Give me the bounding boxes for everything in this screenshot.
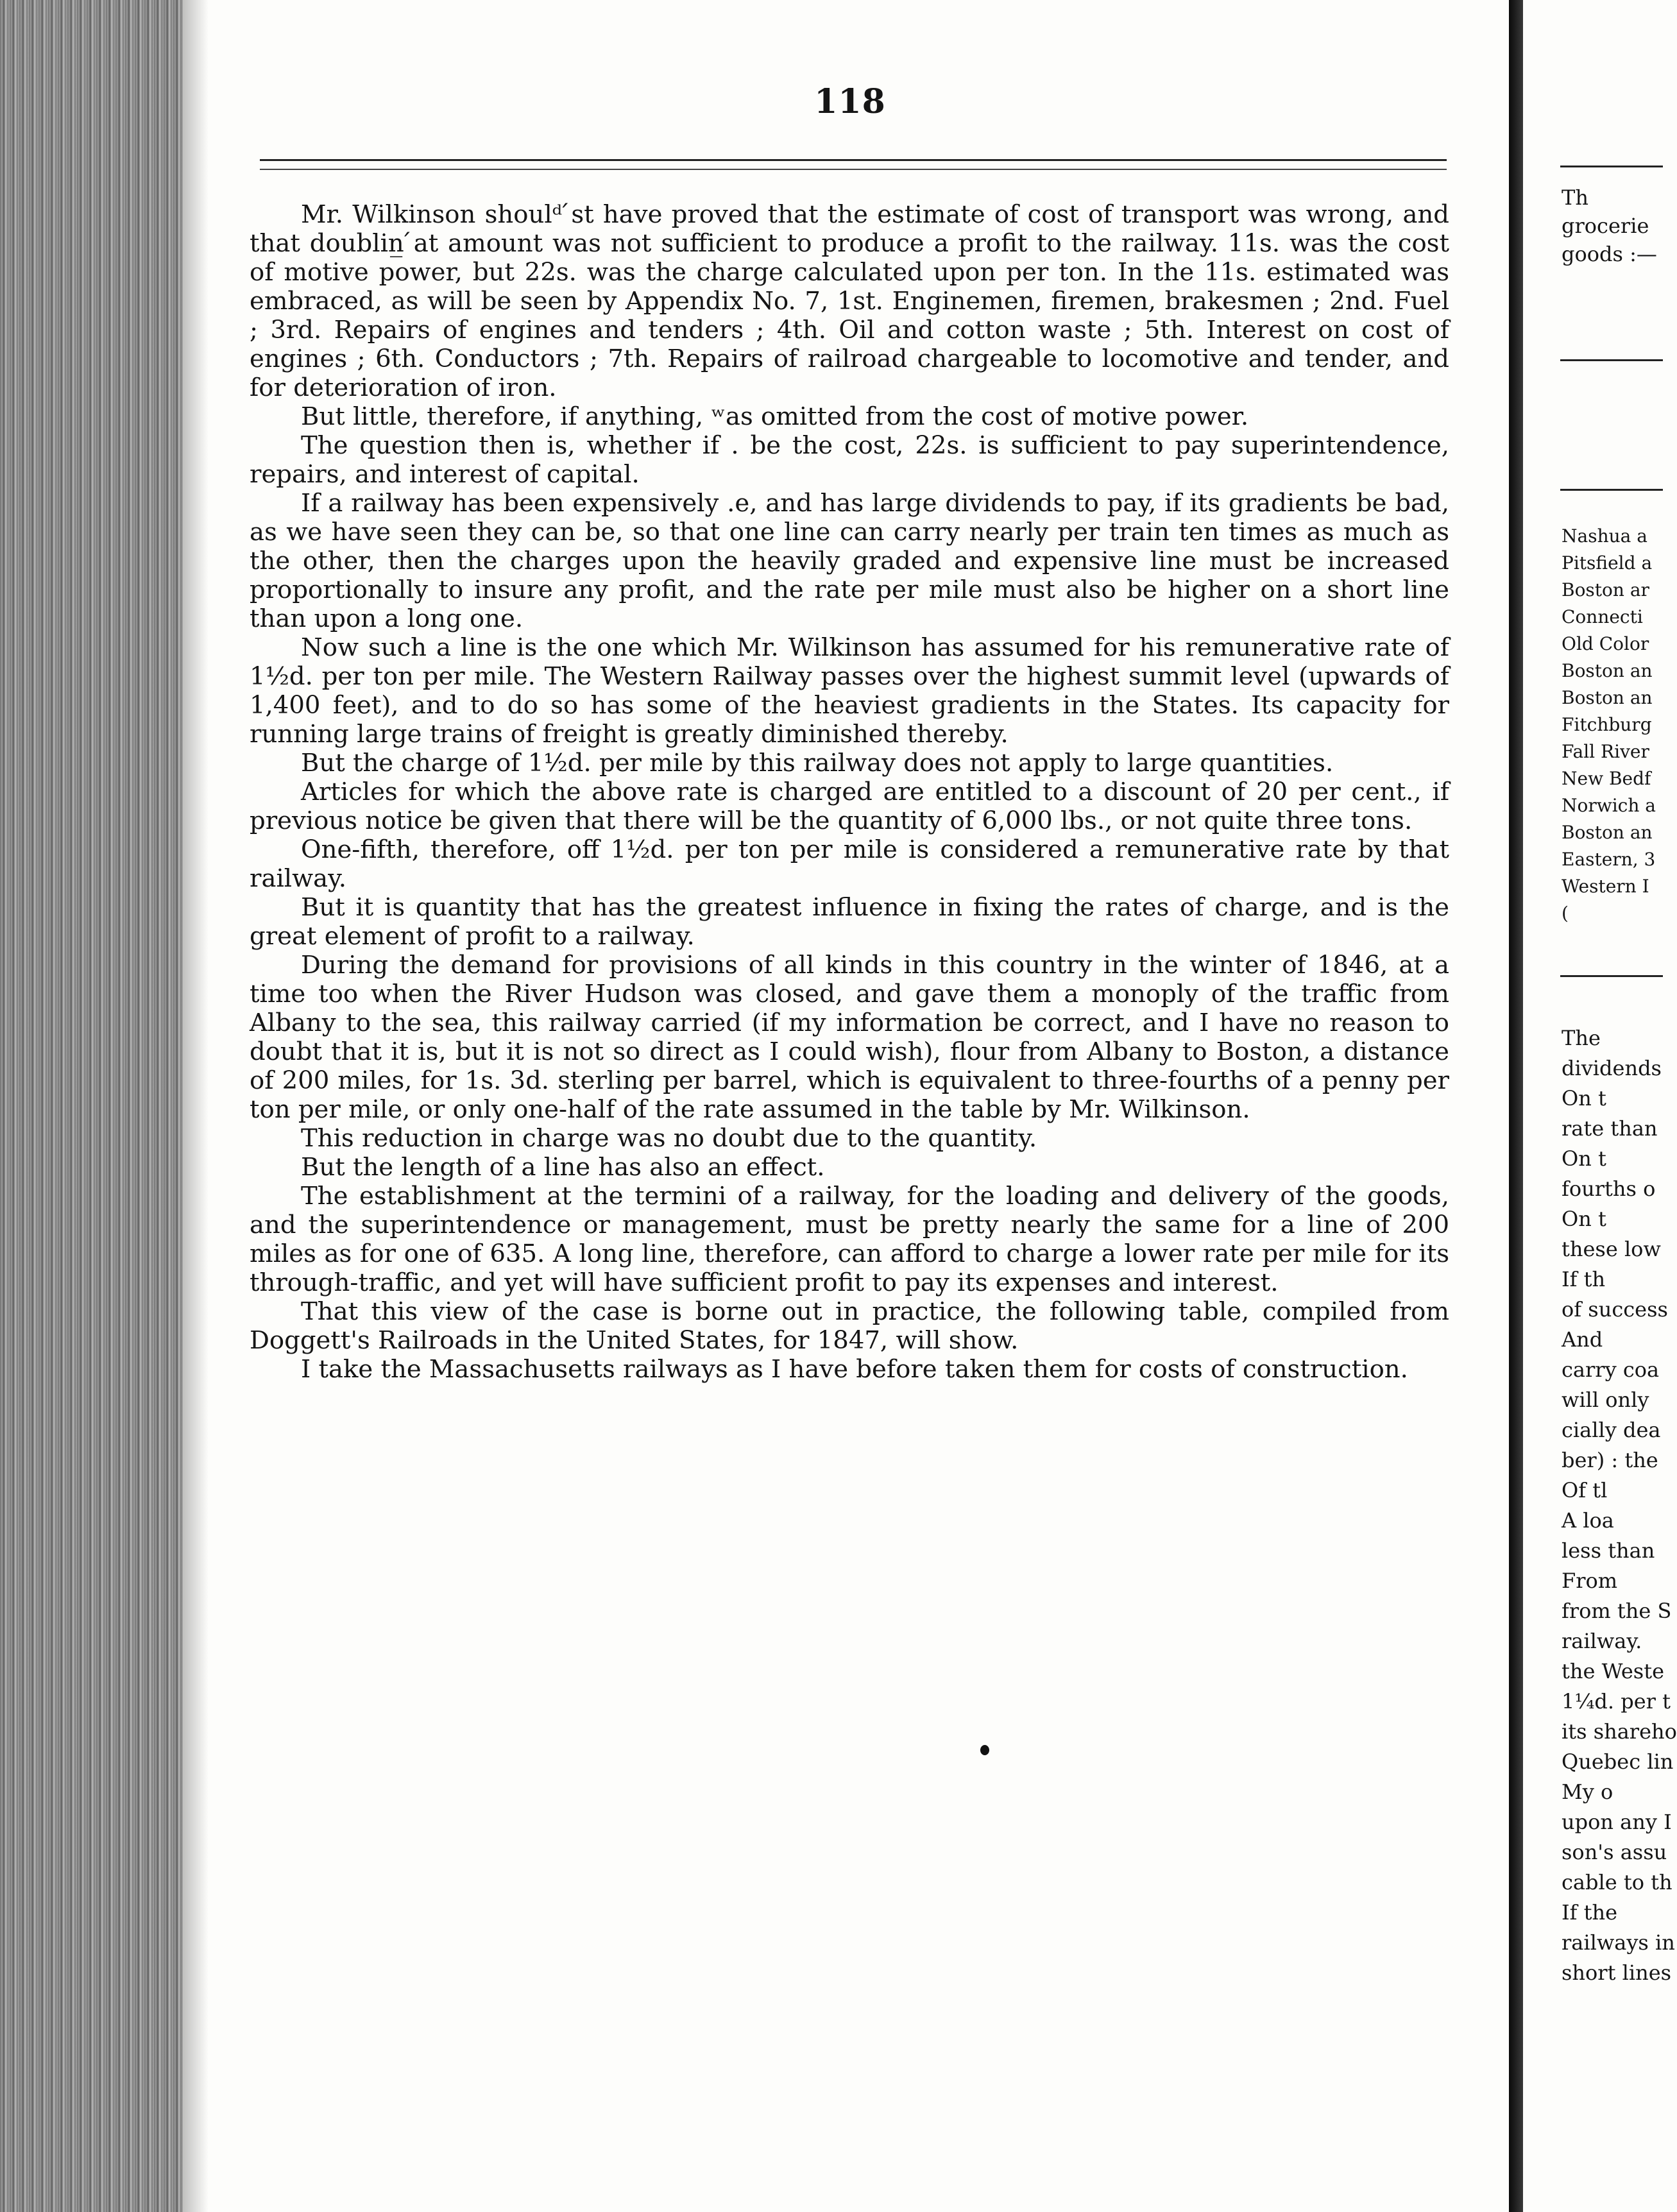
body-text — [250, 200, 1449, 1384]
left-page — [241, 0, 1460, 2212]
right-line: New Bedf — [1562, 768, 1651, 789]
ink-spot — [980, 1745, 989, 1755]
right-line: goods :— — [1562, 242, 1657, 266]
right-line: Fall River — [1562, 741, 1649, 762]
right-line: 1¼d. per t — [1562, 1689, 1671, 1714]
right-line: Eastern, 3 — [1562, 849, 1656, 870]
right-line: son's assu — [1562, 1840, 1667, 1864]
paragraph: Now such a line is the one which Mr. Wilkinson has assumed for his remunerative rate of 1½d. per ton per mile. The Western Railway passes over the highest summit level (upwards of 1,400 feet), and to do so has some of the heaviest gradients in the States. Its capacity for running large trains of freight is greatly diminished thereby. — [250, 633, 1449, 749]
right-line: railways in — [1562, 1930, 1675, 1955]
right-line: Pitsfield a — [1562, 552, 1653, 574]
right-line: A loa — [1562, 1508, 1614, 1533]
paragraph: But it is quantity that has the greatest influence in fixing the rates of charge, and is the great element of profit to a railway. — [250, 893, 1449, 951]
right-line: of success — [1562, 1297, 1668, 1322]
right-line: On t — [1562, 1207, 1606, 1231]
page-fold — [1509, 0, 1523, 2212]
right-line: these low — [1562, 1237, 1661, 1261]
paragraph: Mr. Wilkinson shoulᵈ ́st have proved that the estimate of cost of transport was wrong, and that doublin̲ ́at amount was not sufficient to produce a profit to the railway. 11s. was the cost of motive power, but 22s. was the charge calculated upon per ton. In the 11s. estimated was embraced, as will be seen by Appendix No. 7, 1st. Enginemen, firemen, brakesmen ; 2nd. Fuel ; 3rd. Repairs of engines and tenders ; 4th. Oil and cotton waste ; 5th. Interest on cost of engines ; 6th. Conductors ; 7th. Repairs of railroad chargeable to locomotive and tender, and for deterioration of iron. — [250, 200, 1449, 402]
right-line: cially dea — [1562, 1418, 1661, 1442]
right-line: From — [1562, 1569, 1618, 1593]
right-line: the Weste — [1562, 1659, 1665, 1683]
right-line: Of tl — [1562, 1478, 1608, 1502]
right-line: fourths o — [1562, 1177, 1656, 1201]
header-rule — [260, 159, 1447, 170]
right-line: its shareho — [1562, 1719, 1677, 1744]
right-line: will only — [1562, 1388, 1649, 1412]
right-line: dividends — [1562, 1056, 1662, 1080]
right-line: On t — [1562, 1146, 1606, 1171]
right-line: My o — [1562, 1780, 1613, 1804]
paragraph: I take the Massachusetts railways as I have before taken them for costs of construction. — [301, 1355, 1408, 1384]
right-line: carry coa — [1562, 1357, 1660, 1382]
right-line: less than — [1562, 1538, 1655, 1563]
right-line: Boston an — [1562, 687, 1653, 708]
right-line: Quebec lin — [1562, 1749, 1674, 1774]
right-line: Fitchburg — [1562, 714, 1652, 735]
right-line: Boston ar — [1562, 579, 1649, 600]
page-number: 118 — [814, 82, 886, 121]
right-line: And — [1562, 1327, 1603, 1352]
right-line: ber) : the — [1562, 1448, 1658, 1472]
paragraph: One-fifth, therefore, off 1½d. per ton per mile is considered a remunerative rate by that railway. — [250, 835, 1449, 893]
right-line: Boston an — [1562, 822, 1653, 843]
right-line: Boston an — [1562, 660, 1653, 681]
header-rule — [1560, 166, 1663, 167]
paragraph: But little, therefore, if anything, ʷas omitted from the cost of motive power. — [301, 402, 1249, 431]
right-line: ( — [1562, 903, 1569, 924]
right-line: Old Color — [1562, 633, 1649, 654]
paragraph: Articles for which the above rate is charged are entitled to a discount of 20 per cent., if previous notice be given that there will be the quantity of 6,000 lbs., or not quite three tons. — [250, 778, 1449, 835]
right-line: If th — [1562, 1267, 1606, 1291]
paragraph: The establishment at the termini of a railway, for the loading and delivery of the goods, and the superintendence or management, must be pretty nearly the same for a line of 200 miles as for one of 635. A long line, therefore, can afford to charge a lower rate per mile for its through-traffic, and yet will have sufficient profit to pay its expenses and interest. — [250, 1182, 1449, 1297]
right-line: short lines — [1562, 1961, 1672, 1985]
right-line: cable to th — [1562, 1870, 1673, 1894]
right-line: Th — [1562, 185, 1588, 210]
paragraph: But the charge of 1½d. per mile by this railway does not apply to large quantities. — [301, 749, 1334, 778]
right-line: railway. — [1562, 1629, 1642, 1653]
table-top-rule — [1560, 359, 1663, 361]
right-line: grocerie — [1562, 214, 1649, 238]
paragraph: But the length of a line has also an effect. — [301, 1153, 825, 1182]
table-header-rule — [1560, 489, 1663, 491]
paragraph: During the demand for provisions of all kinds in this country in the winter of 1846, at a time too when the River Hudson was closed, and gave them a monoply of the traffic from Albany to the sea, this railway carried (if my information be correct, and I have no reason to doubt that it is, but it is not so direct as I could wish), flour from Albany to Boston, a distance of 200 miles, for 1s. 3d. sterling per barrel, which is equivalent to three-fourths of a penny per ton per mile, or only one-half of the rate assumed in the table by Mr. Wilkinson. — [250, 951, 1449, 1124]
right-line: Nashua a — [1562, 525, 1647, 547]
right-page-fragment — [1528, 0, 1677, 2212]
paragraph: If a railway has been expensively .e, and has large dividends to pay, if its gradients be bad, as we have seen they can be, so that one line can carry nearly per train ten times as much as the other, then the charges upon the heavily graded and expensive line must be increased proportionally to insure any profit, and the rate per mile must also be higher on a short line than upon a long one. — [250, 489, 1449, 633]
paragraph: That this view of the case is borne out in practice, the following table, compiled from Doggett's Railroads in the United States, for 1847, will show. — [250, 1297, 1449, 1355]
book-gutter — [0, 0, 183, 2212]
table-bottom-rule — [1560, 975, 1663, 977]
paragraph: This reduction in charge was no doubt due to the quantity. — [301, 1124, 1037, 1153]
right-line: On t — [1562, 1086, 1606, 1110]
right-line: upon any I — [1562, 1810, 1672, 1834]
right-line: Connecti — [1562, 606, 1643, 627]
paragraph: The question then is, whether if . be the cost, 22s. is sufficient to pay superintendence, repairs, and interest of capital. — [250, 431, 1449, 489]
right-line: Norwich a — [1562, 795, 1656, 816]
right-line: rate than — [1562, 1116, 1658, 1141]
right-line: from the S — [1562, 1599, 1672, 1623]
right-line: Western I — [1562, 876, 1649, 897]
right-line: The — [1562, 1026, 1601, 1050]
right-line: If the — [1562, 1900, 1618, 1925]
